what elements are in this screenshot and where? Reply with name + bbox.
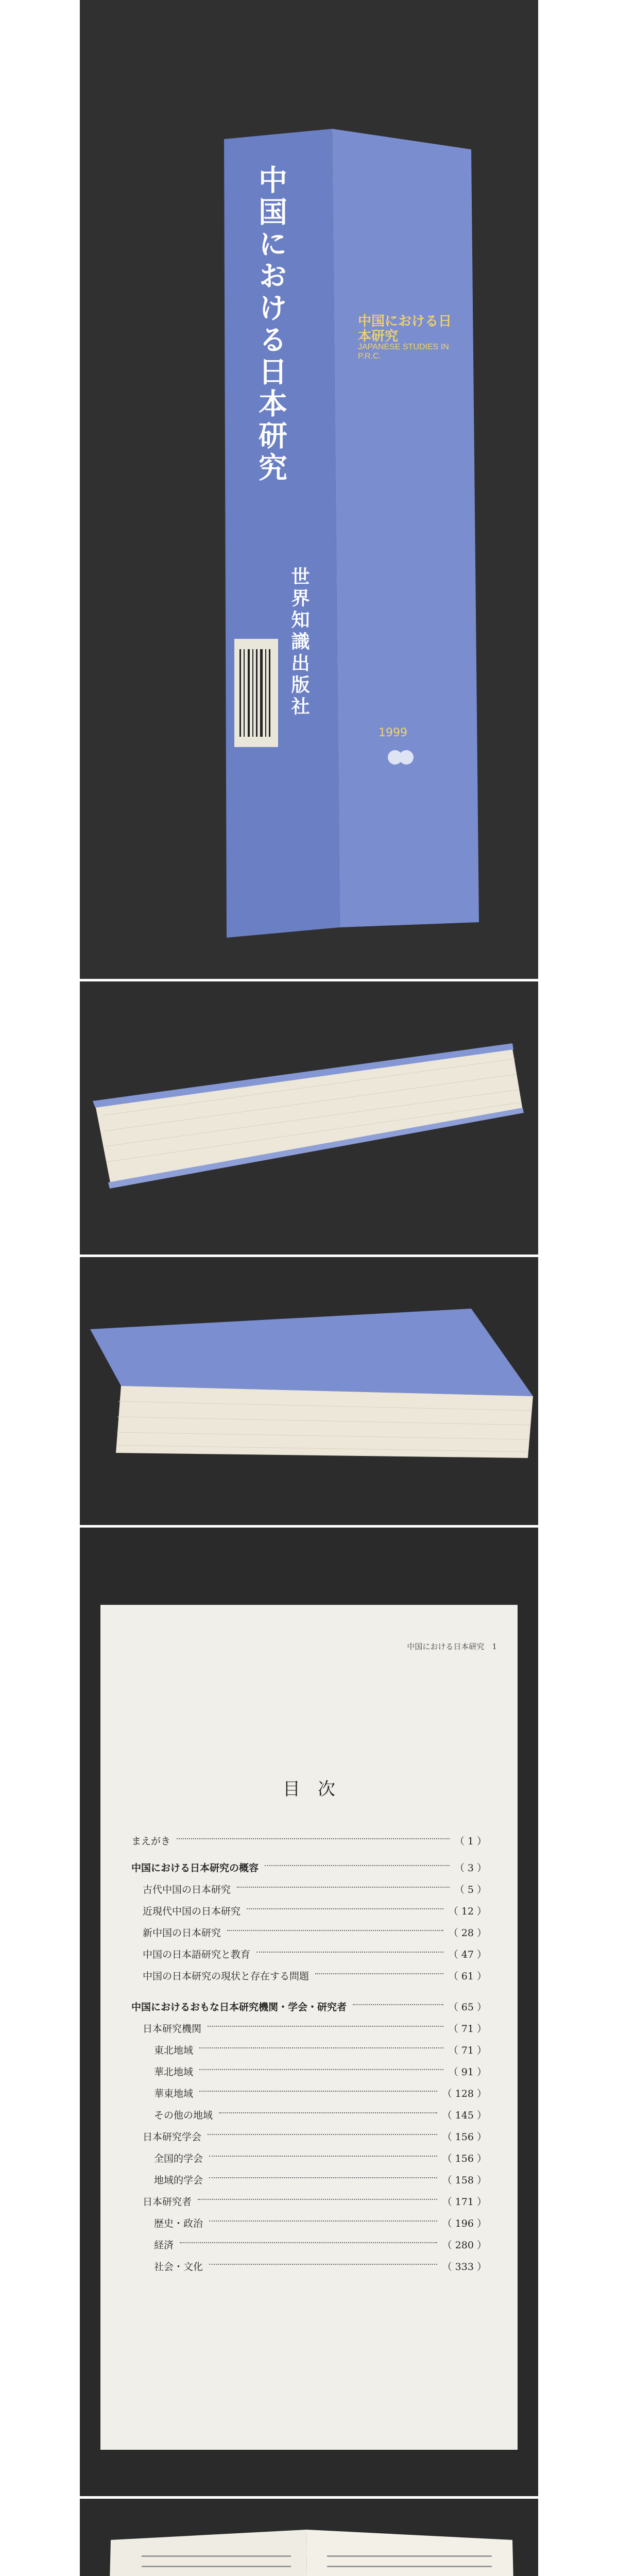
toc-entry-title: 中国における日本研究の概容	[131, 1860, 262, 1874]
toc-entry-title: その他の地域	[154, 2108, 216, 2122]
toc-entry	[131, 2041, 487, 2058]
toc-leader-dots	[219, 2112, 437, 2113]
toc-entry	[131, 1880, 487, 1897]
toc-leader-dots	[247, 1908, 443, 1909]
toc-entry	[131, 1902, 487, 1919]
toc-entry-title: 経済	[154, 2238, 177, 2251]
toc-entry	[131, 2149, 487, 2166]
toc-entry	[131, 2171, 487, 2188]
toc-entry-title: 華北地域	[154, 2064, 196, 2078]
toc-leader-dots	[199, 2069, 443, 2070]
toc-entry-page: （ 91 ）	[447, 2064, 487, 2078]
toc-entry	[131, 1832, 487, 1849]
toc-entry-title: 日本研究機関	[143, 2021, 204, 2035]
toc-entry-page: （ 3 ）	[453, 1860, 487, 1874]
spine-title: 中国における日本研究	[254, 165, 287, 484]
toc-entry	[131, 2084, 487, 2102]
toc-entry-page: （ 1 ）	[453, 1834, 487, 1848]
toc-leader-dots	[199, 2091, 437, 2092]
toc-leader-dots	[227, 1930, 443, 1931]
toc-entry-title: 日本研究者	[143, 2194, 195, 2208]
photo-book-side-1	[80, 981, 538, 1255]
toc-page	[100, 1605, 518, 2450]
toc-entry-page: （ 280 ）	[440, 2238, 487, 2251]
toc-entry	[131, 1997, 487, 2015]
toc-entry-title: 日本研究学会	[143, 2129, 204, 2143]
toc-entry	[131, 1858, 487, 1876]
toc-leader-dots	[180, 2242, 437, 2243]
toc-entry-title: 地域的学会	[154, 2173, 206, 2187]
toc-entry-page: （ 5 ）	[453, 1882, 487, 1896]
side-scene-2	[80, 1257, 538, 1525]
toc-entry-page: （ 333 ）	[440, 2259, 487, 2273]
toc-entry-page: （ 71 ）	[447, 2021, 487, 2035]
photo-book-side-2	[80, 1257, 538, 1525]
toc-entry	[131, 1967, 487, 1984]
toc-entry-title: 社会・文化	[154, 2259, 206, 2273]
toc-entry	[131, 2214, 487, 2231]
toc-entry	[131, 2106, 487, 2123]
toc-leader-dots	[256, 1952, 443, 1953]
toc-leader-dots	[198, 2199, 437, 2200]
toc-entry-title: 中国の日本研究の現状と存在する問題	[143, 1969, 312, 1982]
toc-entry-page: （ 71 ）	[447, 2043, 487, 2057]
toc-entry-title: 新中国の日本研究	[143, 1925, 224, 1939]
toc-entry-title: 歴史・政治	[154, 2216, 206, 2230]
toc-leader-dots	[208, 2026, 443, 2027]
side-scene-1	[80, 981, 538, 1255]
toc-entry-page: （ 65 ）	[447, 1999, 487, 2013]
toc-entry	[131, 2019, 487, 2037]
cover-year: 1999	[379, 726, 407, 739]
toc-entry	[131, 1945, 487, 1962]
toc-entry	[131, 2062, 487, 2080]
toc-entry-title: 華東地域	[154, 2086, 196, 2100]
page-edges	[116, 1386, 533, 1458]
toc-leader-dots	[209, 2264, 437, 2265]
photo-table-of-contents	[80, 1528, 538, 2496]
toc-entry-page: （ 145 ）	[440, 2108, 487, 2122]
toc-entry-page: （ 28 ）	[447, 1925, 487, 1939]
toc-entry-page: （ 196 ）	[440, 2216, 487, 2230]
toc-entry	[131, 2257, 487, 2275]
toc-leader-dots	[209, 2177, 437, 2178]
toc-entry-title: まえがき	[131, 1834, 174, 1848]
toc-entry	[131, 2192, 487, 2210]
cover-title: 中国における日本研究	[358, 314, 452, 344]
toc-leader-dots	[177, 1838, 450, 1839]
toc-entry-page: （ 47 ）	[447, 1947, 487, 1961]
toc-entry-title: 古代中国の日本研究	[143, 1882, 234, 1896]
toc-entry	[131, 2127, 487, 2145]
toc-entry-title: 全国的学会	[154, 2151, 206, 2165]
front-cover-surface	[332, 129, 479, 927]
toc-entry-page: （ 158 ）	[440, 2173, 487, 2187]
toc-heading: 目 次	[283, 1779, 335, 1800]
toc-entry-title: 東北地域	[154, 2043, 196, 2057]
photo-book-spine	[80, 0, 538, 979]
running-header: 中国における日本研究 1	[407, 1642, 497, 1651]
spine-scene	[80, 0, 538, 979]
toc-entry-page: （ 171 ）	[440, 2194, 487, 2208]
toc-entry-page: （ 128 ）	[440, 2086, 487, 2100]
toc-entry-page: （ 12 ）	[447, 1904, 487, 1918]
toc-leader-dots	[209, 2156, 437, 2157]
toc-entry-title: 近現代中国の日本研究	[143, 1904, 244, 1918]
cover-subtitle: JAPANESE STUDIES IN P.R.C.	[358, 343, 449, 361]
toc-entry-page: （ 156 ）	[440, 2151, 487, 2165]
toc-leader-dots	[208, 2134, 437, 2135]
toc-entry-page: （ 61 ）	[447, 1969, 487, 1982]
toc-leader-dots	[315, 1973, 443, 1974]
toc-leader-dots	[265, 1865, 450, 1866]
toc-leader-dots	[209, 2221, 437, 2222]
toc-entry-page: （ 156 ）	[440, 2129, 487, 2143]
toc-leader-dots	[237, 1887, 450, 1888]
open-book-scene-1	[80, 2499, 538, 2576]
toc-entry-title: 中国におけるおもな日本研究機関・学会・研究者	[131, 1999, 350, 2013]
toc-leader-dots	[353, 2004, 443, 2005]
spine-publisher: 世界知識出版社	[288, 567, 310, 718]
toc-entry-title: 中国の日本語研究と教育	[143, 1947, 253, 1961]
toc-leader-dots	[199, 2047, 443, 2048]
photo-open-book-1	[80, 2499, 538, 2576]
toc-entry	[131, 1923, 487, 1941]
toc-entry	[131, 2235, 487, 2253]
